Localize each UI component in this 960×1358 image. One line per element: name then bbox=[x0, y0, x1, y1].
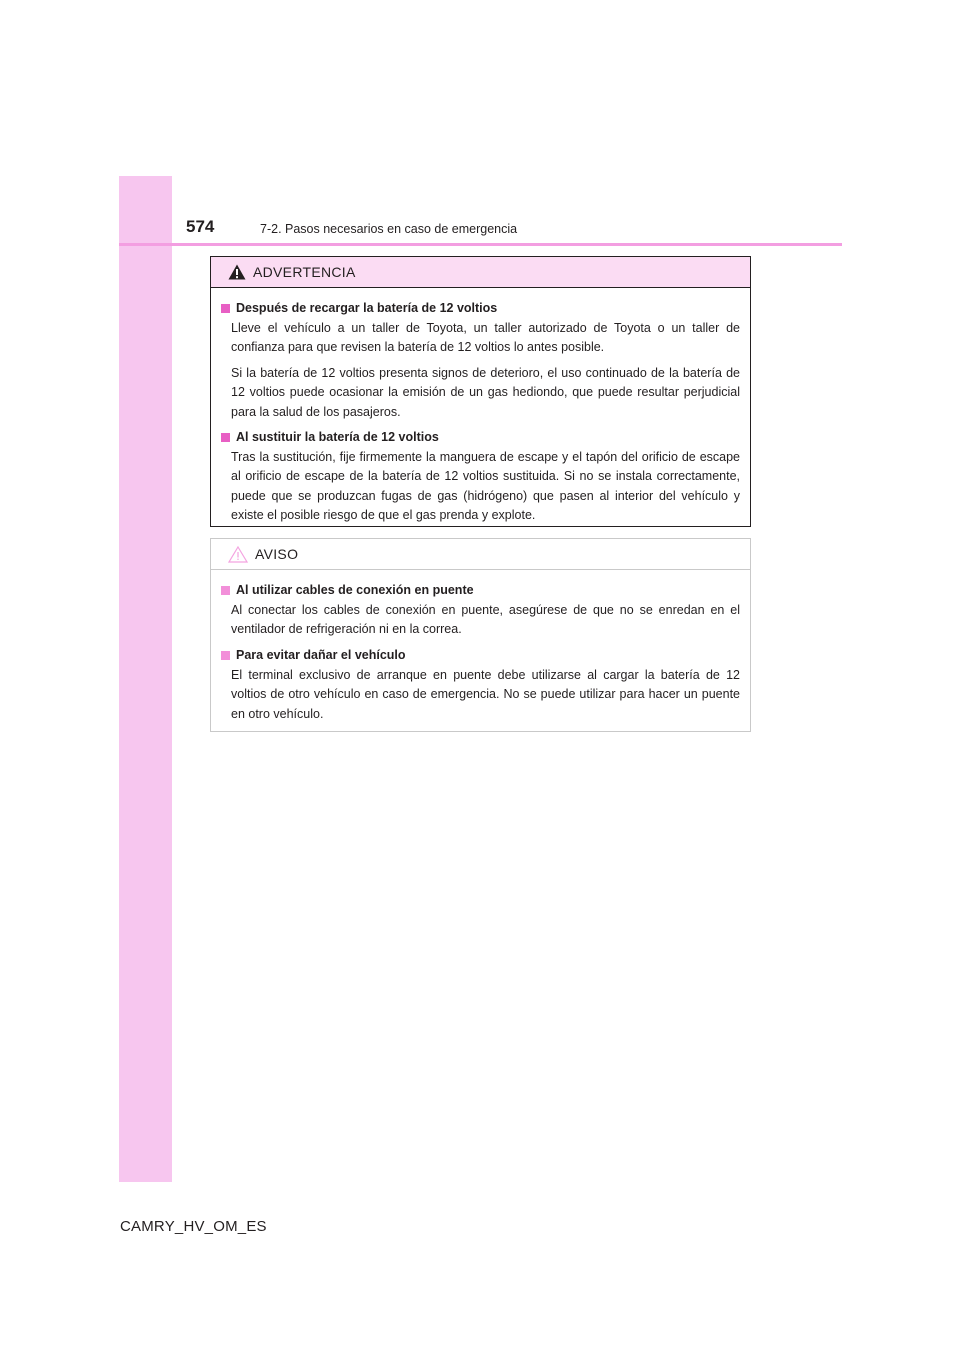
notice-title: AVISO bbox=[255, 546, 299, 562]
notice-paragraph: Al conectar los cables de conexión en puente, asegúrese de que no se enredan en el ventilador de refrigeración ni en la correa. bbox=[231, 603, 740, 637]
notice-box-header bbox=[211, 539, 750, 570]
warning-triangle-filled-icon bbox=[228, 264, 246, 280]
square-bullet-icon bbox=[221, 586, 230, 595]
notice-item-heading bbox=[221, 581, 740, 600]
notice-paragraph: El terminal exclusivo de arranque en puente debe utilizarse al cargar la batería de 12 voltios de otro vehículo en caso de emergencia. No se puede utilizar para hacer un puente en otro vehículo. bbox=[231, 667, 740, 721]
notice-box bbox=[210, 538, 751, 732]
warning-box-body bbox=[211, 288, 750, 526]
warning-box-header bbox=[211, 257, 750, 288]
square-bullet-icon bbox=[221, 651, 230, 660]
warning-paragraph: Tras la sustitución, fije firmemente la manguera de escape y el tapón del orificio de escape al orificio de escape de la batería de 12 voltios sustituida. Si no se instala correctamente, puede que se produzcan fugas de gas (hidrógeno) que pasen al interior del vehículo y existe el posible riesgo de que el gas prenda y explote. bbox=[231, 450, 740, 523]
notice-item-heading bbox=[221, 646, 740, 665]
notice-item-heading-text: Al utilizar cables de conexión en puente bbox=[236, 583, 474, 597]
warning-triangle-outline-icon bbox=[228, 546, 248, 563]
notice-item-heading-text: Para evitar dañar el vehículo bbox=[236, 647, 406, 662]
warning-item-heading bbox=[221, 299, 740, 318]
warning-item-heading-text: Al sustituir la batería de 12 voltios bbox=[236, 430, 439, 445]
document-code: CAMRY_HV_OM_ES bbox=[120, 1218, 267, 1235]
page-number: 574 bbox=[186, 217, 215, 236]
notice-box-body bbox=[211, 570, 750, 724]
warning-box bbox=[210, 256, 751, 527]
warning-item-heading-text: Después de recargar la batería de 12 voltios bbox=[236, 301, 498, 315]
warning-paragraph: Lleve el vehículo a un taller de Toyota, un taller autorizado de Toyota o un taller de confianza para que revisen la batería de 12 voltios lo antes posible. bbox=[231, 321, 740, 355]
square-bullet-icon bbox=[221, 433, 230, 442]
warning-title: ADVERTENCIA bbox=[253, 264, 356, 280]
header-divider bbox=[119, 243, 842, 246]
side-color-band bbox=[119, 176, 172, 1182]
warning-item-heading bbox=[221, 428, 740, 447]
square-bullet-icon bbox=[221, 304, 230, 313]
section-title: 7-2. Pasos necesarios en caso de emergencia bbox=[260, 222, 518, 236]
warning-paragraph: Si la batería de 12 voltios presenta signos de deterioro, el uso continuado de la batería de 12 voltios puede ocasionar la emisión de un gas hediondo, que puede resultar perjudicial para la salud de los pasajeros. bbox=[231, 365, 740, 419]
